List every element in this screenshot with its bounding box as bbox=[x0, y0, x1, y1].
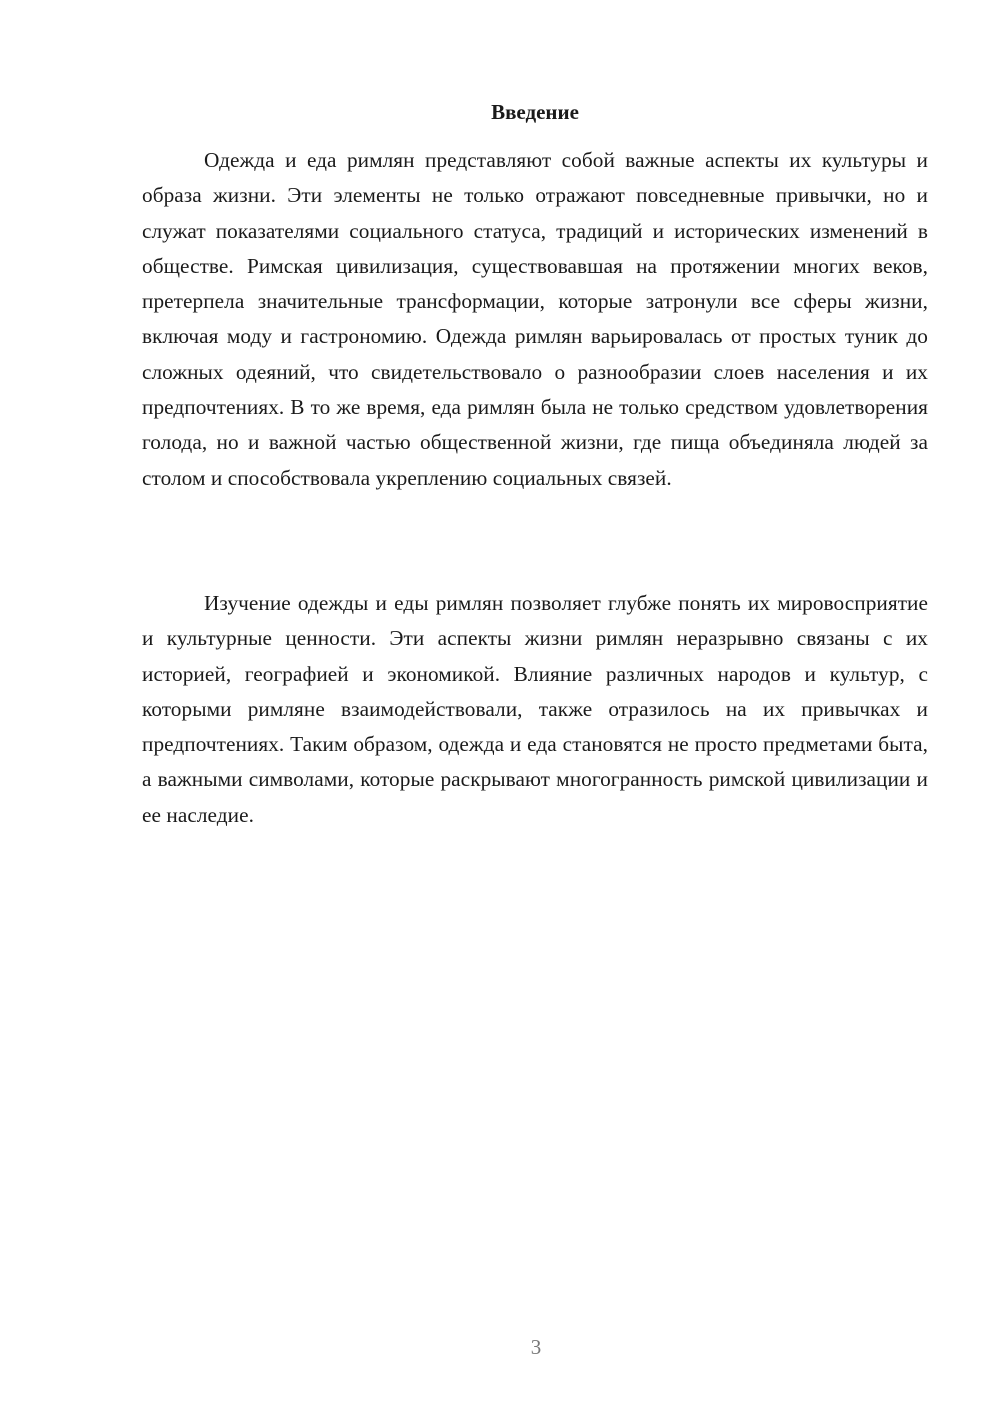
paragraph-1: Одежда и еда римлян представляют собой важные аспекты их культуры и образа жизни. Эти элементы не только отражают повседневные привычки, но и служат показателями социального статуса, традиций и исторических изменений в обществе. Римская цивилизация, существовавшая на протяжении многих веков, претерпела значительные трансформации, которые затронули все сферы жизни, включая моду и гастрономию. Одежда римлян варьировалась от простых туник до сложных одеяний, что свидетельствовало о разнообразии слоев населения и их предпочтениях. В то же время, еда римлян была не только средством удовлетворения голода, но и важной частью общественной жизни, где пища объединяла людей за столом и способствовала укреплению социальных связей. bbox=[142, 148, 928, 490]
paragraph-container-2 bbox=[142, 586, 928, 833]
page-number: 3 bbox=[530, 1335, 542, 1359]
paragraph-2: Изучение одежды и еды римлян позволяет глубже понять их мировосприятие и культурные ценности. Эти аспекты жизни римлян неразрывно связаны с их историей, географией и экономикой. Влияние различных народов и культур, с которыми римляне взаимодействовали, также отразилось на их привычках и предпочтениях. Таким образом, одежда и еда становятся не просто предметами быта, а важными символами, которые раскрывают многогранность римской цивилизации и ее наследие. bbox=[142, 591, 928, 827]
section-heading: Введение bbox=[491, 100, 579, 124]
paragraph-container-1 bbox=[142, 143, 928, 496]
